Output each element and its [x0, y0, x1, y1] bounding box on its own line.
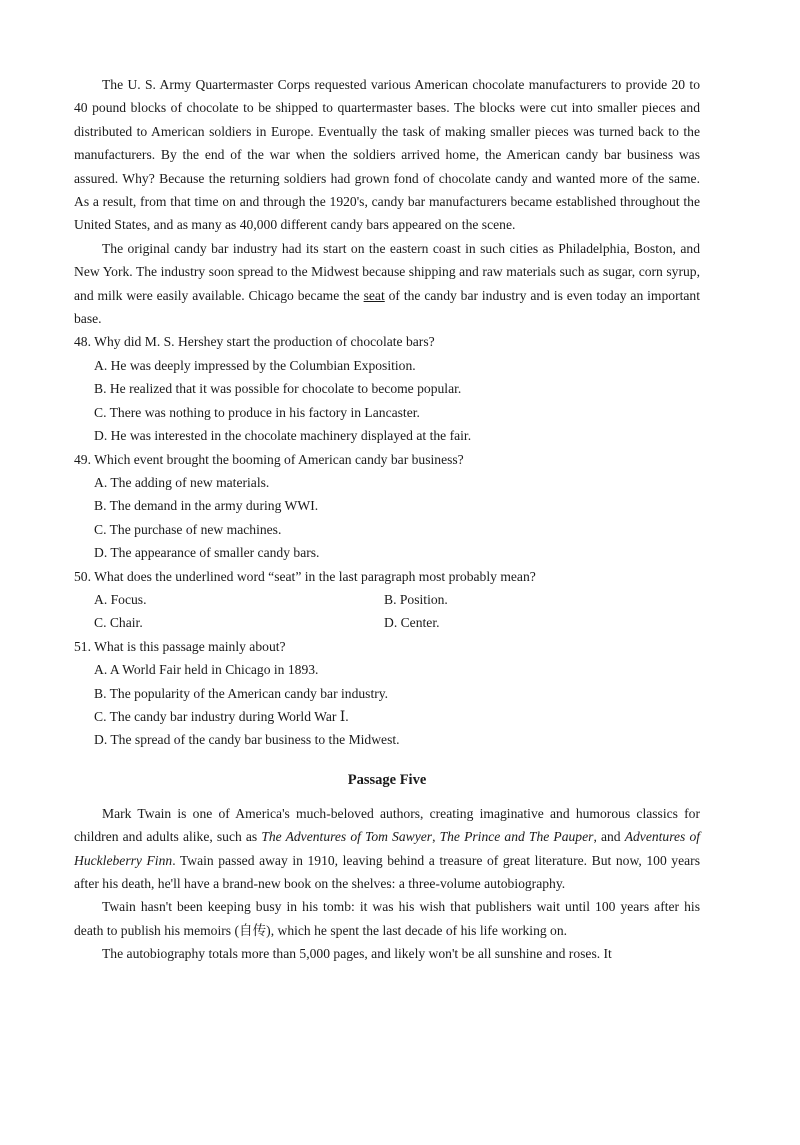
para2-text-before: The original candy bar industry had its start on the eastern coast in such cities as Philadelphia, Boston, and New York. The industry soon spread to the Midwest because shipping and raw materials such as sugar, corn syrup, and milk were easily available. Chicago became the [74, 240, 700, 303]
options-row-2 [94, 611, 700, 634]
underlined-word-seat: seat [363, 287, 385, 303]
question-48 [74, 330, 700, 447]
para2-text-after: of the candy bar industry and is even today an important base. [74, 287, 700, 327]
question-stem: 51. What is this passage mainly about? [74, 638, 286, 654]
p5-text-a: Mark Twain is one of America's much-beloved authors, creating imaginative and humorous classics for children and adults alike, such as [74, 805, 700, 845]
option-a[interactable]: A. The adding of new materials. [94, 474, 270, 490]
document-page [74, 73, 700, 966]
p5-text-c: , and [593, 829, 625, 845]
question-50 [74, 565, 700, 635]
options-row-1 [94, 588, 700, 611]
option-a[interactable]: A. Focus. [94, 591, 147, 607]
passage-five-paragraph-3: The autobiography totals more than 5,000 pages, and likely won't be all sunshine and roses. It [102, 946, 612, 962]
passage-five-paragraph-1 [74, 802, 700, 896]
option-a[interactable]: A. He was deeply impressed by the Columbian Exposition. [94, 357, 416, 373]
p5-text-d: . Twain passed away in 1910, leaving behind a treasure of great literature. But now, 100 years after his death, he'll have a brand-new book on the shelves: a three-volume autobiography. [74, 852, 700, 891]
passage-five-heading: Passage Five [347, 771, 427, 788]
option-c[interactable]: C. There was nothing to produce in his factory in Lancaster. [94, 404, 420, 420]
option-b[interactable]: B. The popularity of the American candy bar industry. [94, 685, 389, 701]
book-title-tom-sawyer: The Adventures of Tom Sawyer [261, 829, 433, 845]
question-49 [74, 448, 700, 565]
book-title-prince-and-pauper: The Prince and The Pauper [439, 829, 594, 845]
passage-five-paragraph-2: Twain hasn't been keeping busy in his tomb: it was his wish that publishers wait until 100 years after his death to publish his memoirs (自传), which he spent the last decade of his life working on. [74, 899, 700, 938]
question-stem: 50. What does the underlined word “seat” in the last paragraph most probably mean? [74, 568, 536, 584]
option-a[interactable]: A. A World Fair held in Chicago in 1893. [94, 662, 319, 678]
question-stem: 48. Why did M. S. Hershey start the production of chocolate bars? [74, 334, 435, 350]
passage-paragraph-1: The U. S. Army Quartermaster Corps requested various American chocolate manufacturers to provide 20 to 40 pound blocks of chocolate to be shipped to quartermaster bases. The blocks were cut into smaller pieces and distributed to American soldiers in Europe. Eventually the task of making smaller pieces was turned back to the manufacturers. By the end of the war when the soldiers arrived home, the American candy bar business was assured. Why? Because the returning soldiers had grown fond of chocolate candy and wanted more of the same. As a result, from that time on and through the 1920's, candy bar manufacturers became established throughout the United States, and as many as 40,000 different candy bars appeared on the scene. [74, 77, 700, 233]
option-b[interactable]: B. The demand in the army during WWI. [94, 498, 319, 514]
p5-text-b: , [432, 829, 440, 845]
question-51 [74, 635, 700, 752]
option-d[interactable]: D. He was interested in the chocolate machinery displayed at the fair. [94, 428, 472, 444]
option-d[interactable]: D. The appearance of smaller candy bars. [94, 545, 320, 561]
option-c[interactable]: C. The candy bar industry during World War Ⅰ. [94, 708, 349, 724]
option-b[interactable]: B. He realized that it was possible for chocolate to become popular. [94, 381, 462, 397]
option-b[interactable]: B. Position. [384, 591, 448, 607]
passage-paragraph-2 [74, 237, 700, 331]
option-d[interactable]: D. Center. [384, 615, 440, 631]
option-c[interactable]: C. The purchase of new machines. [94, 521, 282, 537]
book-title-huckleberry-finn: Adventures of Huckleberry Finn [74, 829, 701, 868]
option-d[interactable]: D. The spread of the candy bar business to the Midwest. [94, 732, 400, 748]
option-c[interactable]: C. Chair. [94, 615, 143, 631]
question-stem: 49. Which event brought the booming of American candy bar business? [74, 451, 464, 467]
